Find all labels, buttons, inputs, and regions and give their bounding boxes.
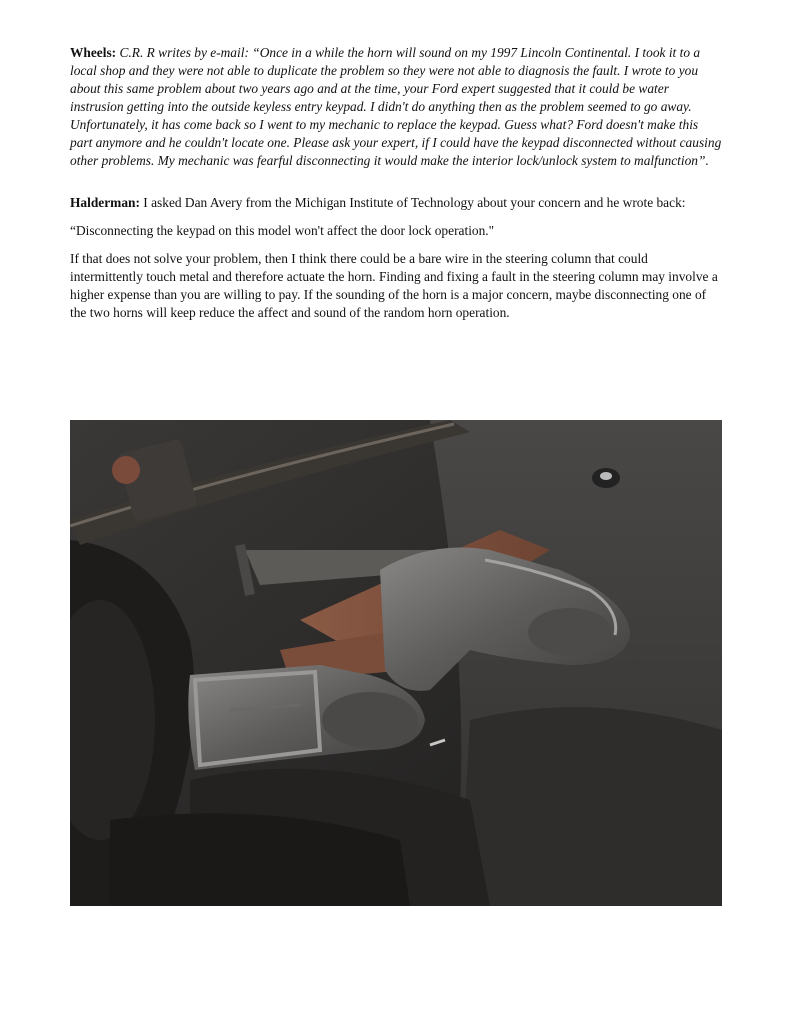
reader-question-text: C.R. R writes by e-mail: “Once in a while the horn will sound on my 1997 Lincoln Continental. I took it to a local shop and they were not able to duplicate the problem so they were not able to diagnosis the fault. I wrote to you about this same problem about two years ago and at the time, your Ford expert suggested that it could be water instrusion getting into the outside keyless entry keypad. I didn't do anything then as the problem seemed to go away. Unfortunately, it has come back so I went to my mechanic to replace the keypad. Guess what? Ford doesn't make this part anymore and he couldn't locate one. Please ask your expert, if I could have the keypad disconnected without causing other problems. My mechanic was fearful disconnecting it would make the interior lock/unlock system to malfunction”.	[70, 45, 722, 168]
expert-intro-text: I asked Dan Avery from the Michigan Institute of Technology about your concern and he wrote back:	[143, 195, 686, 210]
wheels-label: Wheels:	[70, 45, 117, 60]
reader-question	[70, 44, 722, 170]
expert-answer: If that does not solve your problem, then I think there could be a bare wire in the steering column that could intermittently touch metal and therefore actuate the horn. Finding and fixing a fault in the steering column may involve a higher expense than you are willing to pay. If the sounding of the horn is a major concern, maybe disconnecting one of the two horns will keep reduce the affect and sound of the random horn operation.	[70, 251, 718, 320]
horn-photo	[70, 420, 722, 906]
article-body	[70, 44, 722, 322]
halderman-label: Halderman:	[70, 195, 140, 210]
expert-intro	[70, 194, 722, 212]
expert-quote: “Disconnecting the keypad on this model won't affect the door lock operation."	[70, 223, 495, 238]
